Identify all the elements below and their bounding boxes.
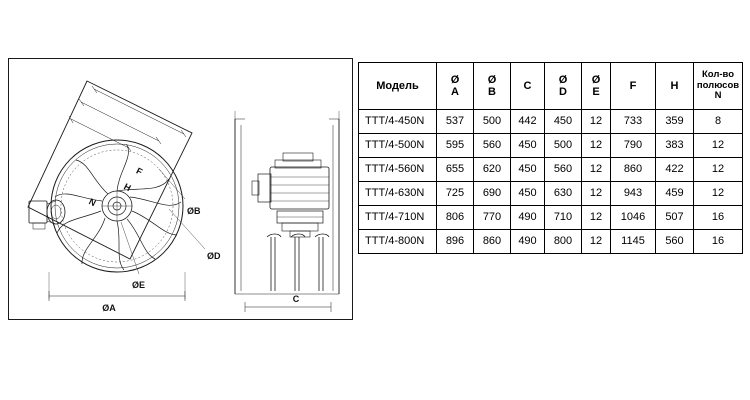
header-dia-a-letter: A [451, 86, 459, 98]
cell-model: ТТТ/4-800N [359, 230, 437, 254]
header-dia-e [582, 63, 611, 110]
cell-f: 1046 [611, 206, 656, 230]
cell-b: 560 [474, 134, 511, 158]
cell-n: 12 [694, 182, 743, 206]
cell-f: 943 [611, 182, 656, 206]
cell-h: 560 [656, 230, 694, 254]
header-dia-b [474, 63, 511, 110]
cell-b: 620 [474, 158, 511, 182]
label-c: C [292, 294, 300, 304]
header-model-label: Модель [376, 79, 419, 92]
header-dia-e-letter: E [592, 86, 600, 98]
cell-d: 560 [545, 158, 582, 182]
cell-b: 770 [474, 206, 511, 230]
table-row [359, 206, 743, 230]
header-poles-line1: Кол-во [701, 68, 735, 80]
cell-e: 12 [582, 206, 611, 230]
side-blade-stems [267, 234, 329, 291]
dimension-line-n [71, 119, 129, 148]
cell-model: ТТТ/4-630N [359, 182, 437, 206]
header-f [611, 63, 656, 110]
cell-n: 12 [694, 158, 743, 182]
header-poles-line2: полюсов [696, 79, 740, 91]
cell-c: 490 [511, 206, 545, 230]
cell-h: 359 [656, 110, 694, 134]
dimension-line-f [94, 89, 184, 134]
cell-c: 442 [511, 110, 545, 134]
cell-h: 422 [656, 158, 694, 182]
cell-model: ТТТ/4-500N [359, 134, 437, 158]
cell-n: 16 [694, 206, 743, 230]
cell-model: ТТТ/4-710N [359, 206, 437, 230]
cell-f: 790 [611, 134, 656, 158]
cell-c: 490 [511, 230, 545, 254]
technical-drawing-panel [8, 58, 353, 320]
table-row [359, 182, 743, 206]
header-f-letter: F [629, 79, 637, 92]
cell-d: 500 [545, 134, 582, 158]
header-dia-b-symbol: Ø [487, 73, 497, 86]
table-header-row [359, 63, 743, 110]
label-dia-e: ØE [132, 280, 146, 290]
cell-h: 459 [656, 182, 694, 206]
cell-e: 12 [582, 230, 611, 254]
side-impeller [277, 211, 323, 237]
cell-b: 860 [474, 230, 511, 254]
cell-d: 710 [545, 206, 582, 230]
cell-c: 450 [511, 182, 545, 206]
header-c-letter: C [523, 79, 532, 92]
cell-e: 12 [582, 182, 611, 206]
side-motor-block [252, 153, 329, 209]
header-h [656, 63, 694, 110]
fan-technical-drawing [9, 59, 352, 319]
cell-d: 800 [545, 230, 582, 254]
cell-f: 1145 [611, 230, 656, 254]
cell-a: 537 [437, 110, 474, 134]
cell-f: 860 [611, 158, 656, 182]
cell-d: 630 [545, 182, 582, 206]
cell-a: 655 [437, 158, 474, 182]
header-dia-a [437, 63, 474, 110]
header-dia-d-letter: D [559, 86, 567, 98]
cell-b: 690 [474, 182, 511, 206]
header-poles [694, 63, 743, 110]
table-body [359, 110, 743, 254]
cell-c: 450 [511, 158, 545, 182]
front-view-group [28, 81, 205, 301]
specification-table-wrap [358, 62, 742, 254]
table-row [359, 110, 743, 134]
cell-n: 16 [694, 230, 743, 254]
cell-c: 450 [511, 134, 545, 158]
header-dia-d [545, 63, 582, 110]
side-view-group [235, 111, 339, 312]
cell-h: 507 [656, 206, 694, 230]
header-dia-b-letter: B [488, 86, 496, 98]
cell-n: 8 [694, 110, 743, 134]
cell-a: 806 [437, 206, 474, 230]
header-dia-e-symbol: Ø [591, 73, 601, 86]
label-dia-d: ØD [207, 251, 221, 261]
cell-f: 733 [611, 110, 656, 134]
specification-table [358, 62, 743, 254]
cell-h: 383 [656, 134, 694, 158]
table-row [359, 158, 743, 182]
cell-d: 450 [545, 110, 582, 134]
header-dia-d-symbol: Ø [558, 73, 568, 86]
label-n: N [87, 196, 98, 209]
label-h: H [122, 181, 133, 194]
cell-e: 12 [582, 134, 611, 158]
cell-model: ТТТ/4-450N [359, 110, 437, 134]
motor-assembly [29, 200, 65, 229]
table-row [359, 230, 743, 254]
cell-e: 12 [582, 110, 611, 134]
label-dia-a: ØA [102, 303, 116, 313]
header-h-letter: H [670, 79, 679, 92]
label-f: F [134, 165, 145, 178]
cell-a: 896 [437, 230, 474, 254]
leader-dia-e [121, 222, 139, 274]
dimension-line-h [81, 102, 159, 141]
cell-a: 595 [437, 134, 474, 158]
cell-e: 12 [582, 158, 611, 182]
header-c [511, 63, 545, 110]
cell-model: ТТТ/4-560N [359, 158, 437, 182]
table-row [359, 134, 743, 158]
cell-a: 725 [437, 182, 474, 206]
cell-n: 12 [694, 134, 743, 158]
header-model [359, 63, 437, 110]
label-dia-b: ØB [187, 206, 201, 216]
cell-b: 500 [474, 110, 511, 134]
header-dia-a-symbol: Ø [450, 73, 460, 86]
header-poles-line3: N [714, 90, 722, 102]
